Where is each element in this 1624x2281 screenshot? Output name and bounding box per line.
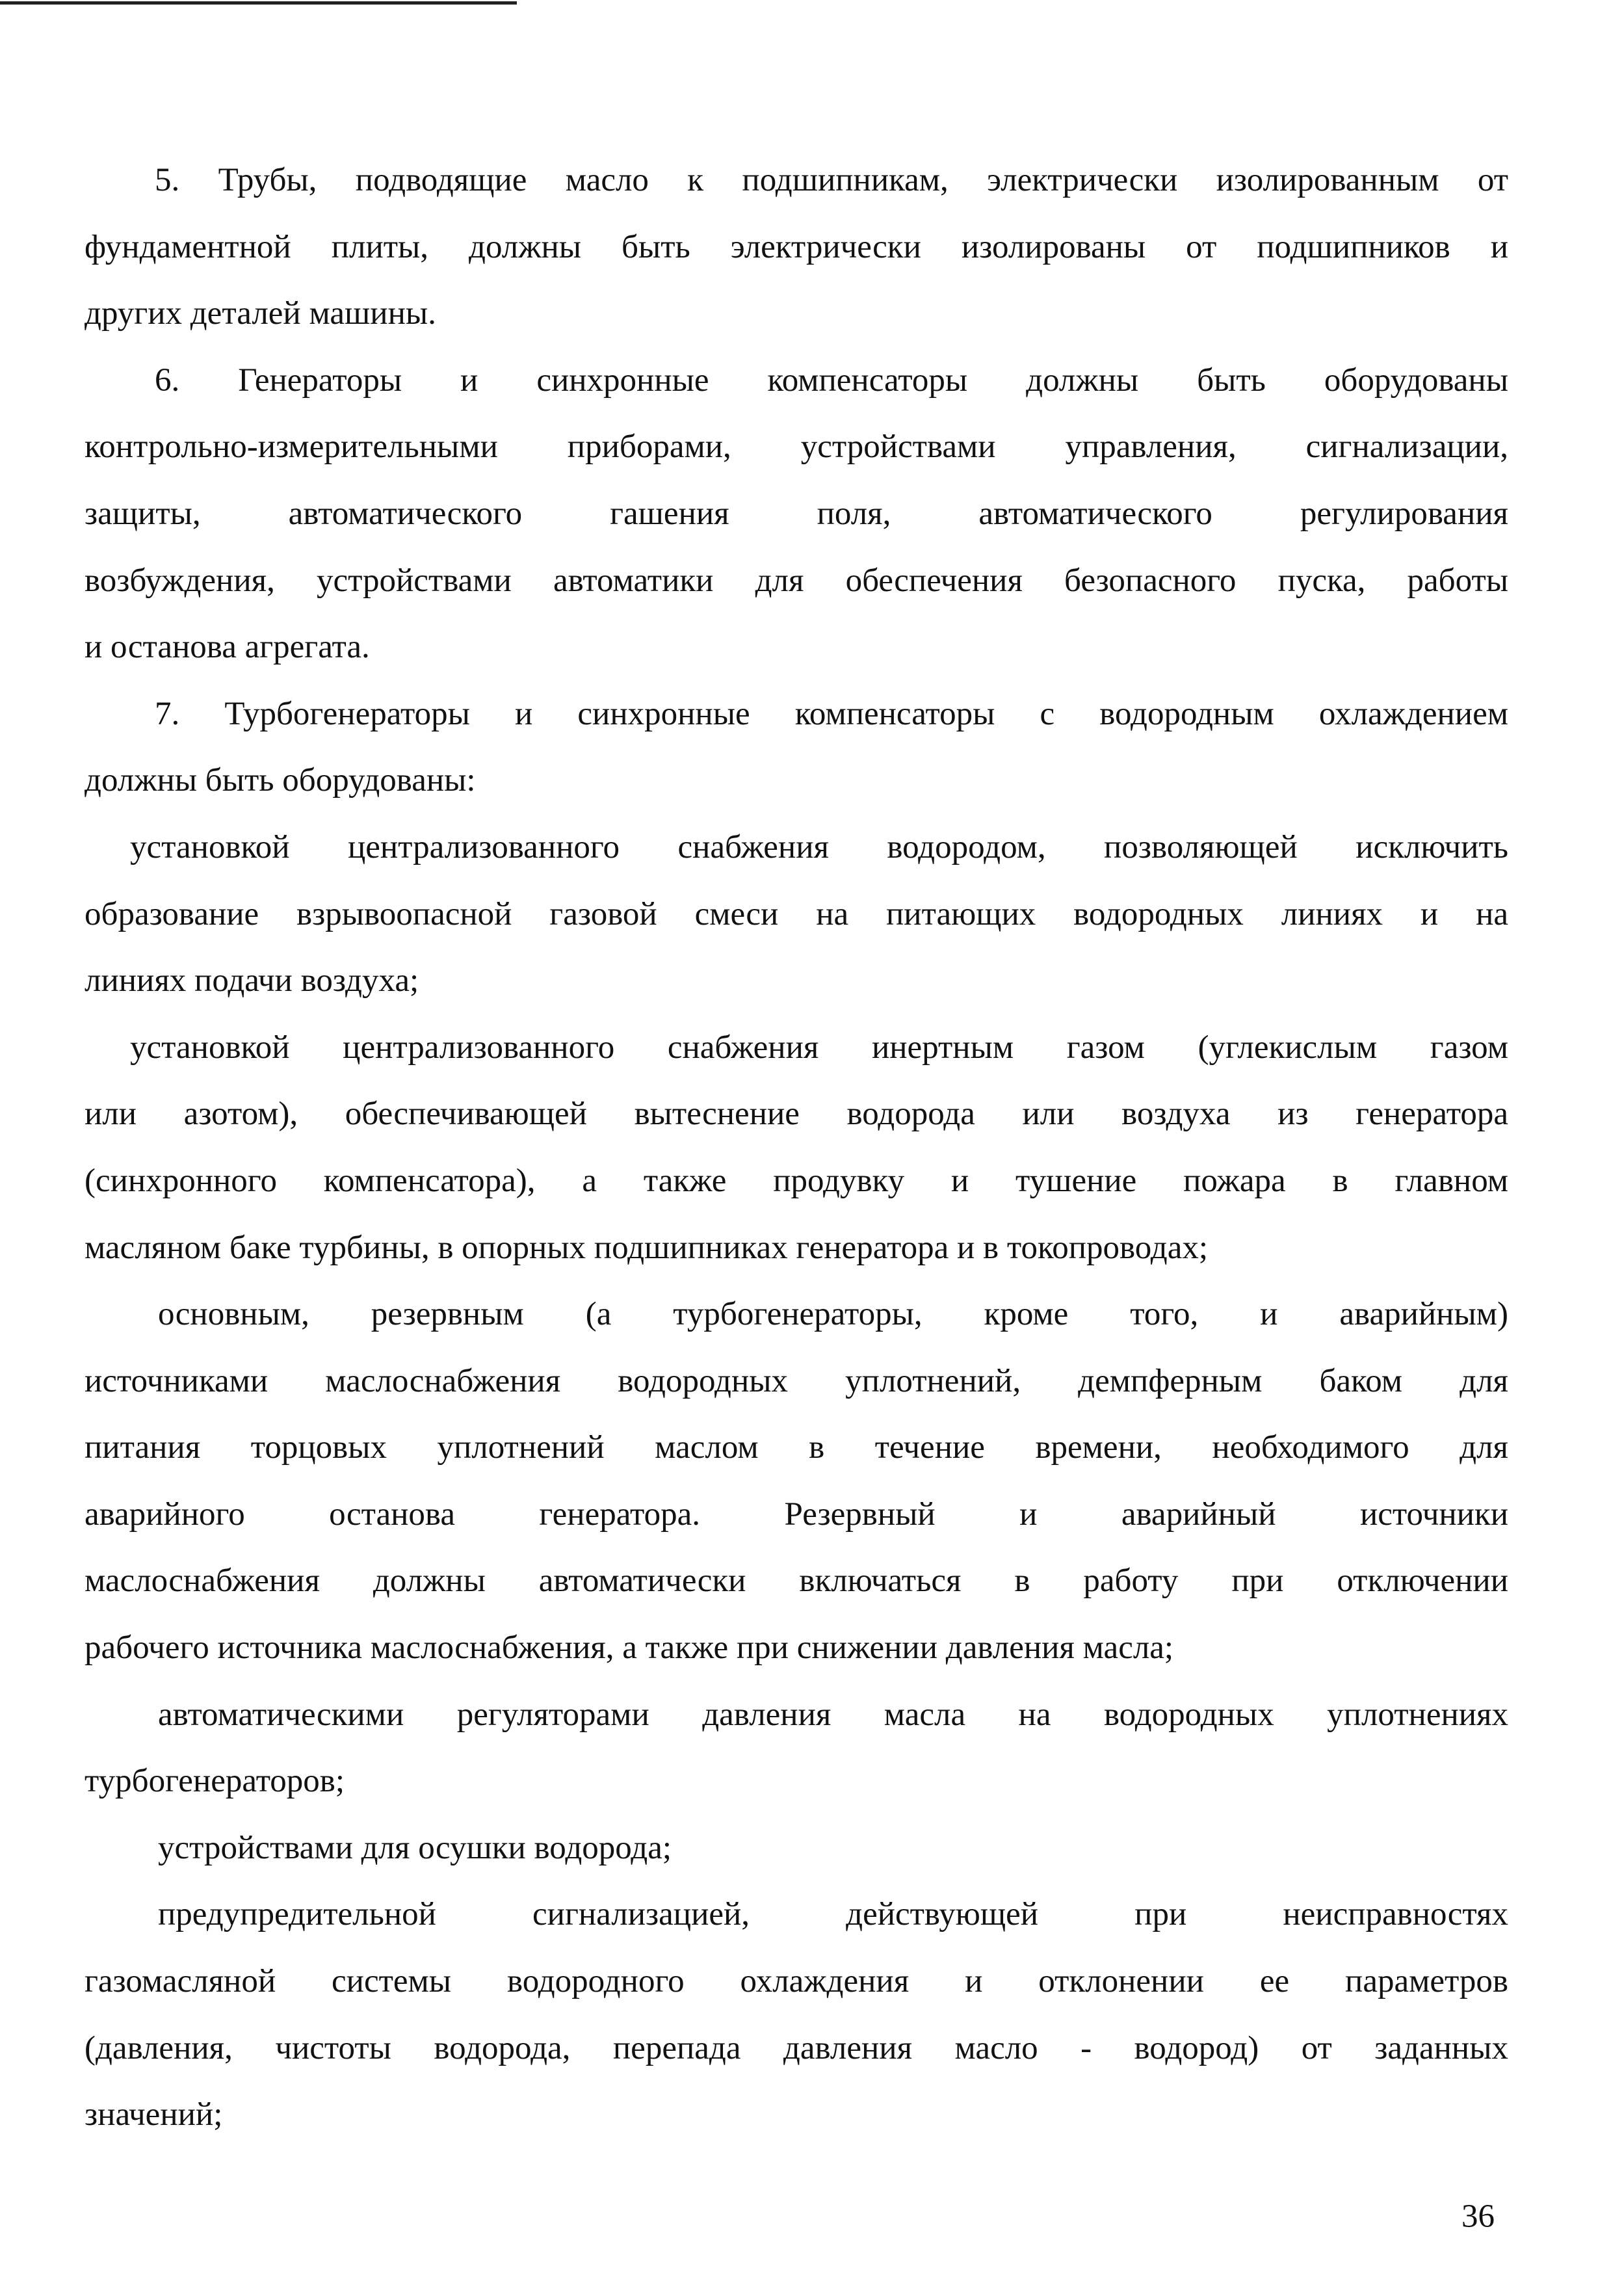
text-line: и останова агрегата. xyxy=(85,629,370,666)
text-line: устройствами для осушки водорода; xyxy=(158,1829,672,1866)
text-line: 5. Трубы, подводящие масло к подшипникам, электрически изолированным от xyxy=(155,162,1508,198)
text-line: значений; xyxy=(85,2096,223,2133)
paragraph xyxy=(85,1881,1508,2148)
text-line: фундаментной плиты, должны быть электрически изолированы от подшипников и xyxy=(85,228,1508,265)
paragraph xyxy=(85,1281,1508,1681)
paragraph xyxy=(85,681,1508,814)
text-line: 7. Турбогенераторы и синхронные компенсаторы с водородным охлаждением xyxy=(155,695,1508,732)
document-body xyxy=(85,147,1508,2148)
text-line: возбуждения, устройствами автоматики для обеспечения безопасного пуска, работы xyxy=(85,562,1508,599)
text-line: турбогенераторов; xyxy=(85,1763,345,1800)
text-line: должны быть оборудованы: xyxy=(85,762,476,799)
text-line: установкой централизованного снабжения водородом, позволяющей исключить xyxy=(130,828,1508,865)
text-line: питания торцовых уплотнений маслом в течение времени, необходимого для xyxy=(85,1429,1508,1466)
paragraph xyxy=(85,1014,1508,1281)
paragraph xyxy=(85,814,1508,1014)
text-line: контрольно-измерительными приборами, устройствами управления, сигнализации, xyxy=(85,429,1508,466)
text-line: линиях подачи воздуха; xyxy=(85,962,419,999)
text-line: аварийного останова генератора. Резервный и аварийный источники xyxy=(85,1496,1508,1533)
text-line: (синхронного компенсатора), а также продувку и тушение пожара в главном xyxy=(85,1162,1508,1199)
text-line: рабочего источника маслоснабжения, а также при снижении давления масла; xyxy=(85,1629,1174,1667)
text-line: источниками маслоснабжения водородных уплотнений, демпферным баком для xyxy=(85,1362,1508,1399)
text-line: маслоснабжения должны автоматически включаться в работу при отключении xyxy=(85,1562,1508,1600)
paragraph xyxy=(85,1815,1508,1882)
text-line: других деталей машины. xyxy=(85,295,436,332)
page-number: 36 xyxy=(1461,2198,1495,2235)
text-line: газомасляной системы водородного охлаждения и отклонении ее параметров xyxy=(85,1963,1508,2000)
text-line: или азотом), обеспечивающей вытеснение водорода или воздуха из генератора xyxy=(85,1096,1508,1133)
text-line: автоматическими регуляторами давления масла на водородных уплотнениях xyxy=(158,1696,1508,1733)
text-line: масляном баке турбины, в опорных подшипниках генератора и в токопроводах; xyxy=(85,1229,1208,1266)
paragraph xyxy=(85,147,1508,347)
scan-edge-line xyxy=(0,1,517,5)
text-line: (давления, чистоты водорода, перепада давления масло - водород) от заданных xyxy=(85,2029,1508,2066)
text-line: защиты, автоматического гашения поля, автоматического регулирования xyxy=(85,495,1508,532)
text-line: образование взрывоопасной газовой смеси на питающих водородных линиях и на xyxy=(85,895,1508,932)
text-line: установкой централизованного снабжения инертным газом (углекислым газом xyxy=(130,1029,1508,1066)
paragraph xyxy=(85,347,1508,681)
text-line: основным, резервным (а турбогенераторы, кроме того, и аварийным) xyxy=(158,1296,1508,1333)
text-line: предупредительной сигнализацией, действующей при неисправностях xyxy=(158,1896,1508,1933)
paragraph xyxy=(85,1681,1508,1815)
text-line: 6. Генераторы и синхронные компенсаторы должны быть оборудованы xyxy=(155,362,1508,399)
